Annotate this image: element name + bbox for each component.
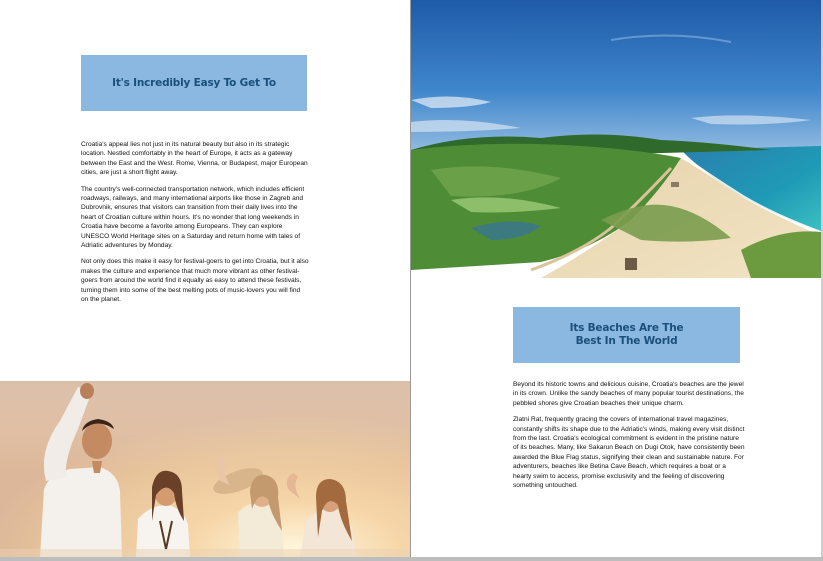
festival-friends-photo — [0, 381, 410, 557]
coastline-beach-photo — [411, 0, 821, 278]
left-paragraph: The country's well-connected transportation network, which includes efficient roadways, railways, and many international airports like those in Zagreb and Dubrovnik, ensures that visitors can transition from their daily lives into the heart of Croatian culture within hours. It's no wonder that long weekends in Croatia have become a favorite among Europeans. They can explore UNESCO World Heritage sites on a Saturday and return home with tales of Adriatic adventures by Monday. — [81, 185, 305, 250]
left-paragraph: Not only does this make it easy for festival-goers to get into Croatia, but it also makes the culture and experience that much more vibrant as other festival-goers from around the world find it equally as easy to attend these festivals, turning them into some of the best melting pots of music-lovers you will find on the planet. — [81, 258, 309, 304]
right-paragraph: Zlatni Rat, frequently gracing the covers of international travel magazines, constantly shifts its shape due to the Adriatic's winds, making every visit distinct from the last. Croatia's ecological commitment is evident in the pristine nature of its beaches. Many, like Sakarun Beach on Dugi Otok, have consistently been awarded the Blue Flag status, signifying their clean and sustainable nature. For adventurers, beaches like Betina Cave Beach, which requires a boat or a hearty swim to access, promise exclusivity and the feeling of discovering something untouched. — [513, 416, 745, 490]
heading-easy-to-get-to: It's Incredibly Easy To Get To — [112, 76, 276, 89]
left-page — [0, 0, 410, 557]
left-body-text — [81, 140, 309, 312]
heading-box-easy-to-get-to — [81, 55, 307, 111]
right-body-text — [513, 380, 745, 497]
heading-beaches: Its Beaches Are The Best In The World — [569, 322, 684, 347]
right-page — [411, 0, 821, 557]
left-paragraph: Croatia's appeal lies not just in its natural beauty but also in its strategic location. Nestled comfortably in the heart of Europe, it acts as a gateway between the East and the West. Rome, Vienna, or Budapest, major European cities, are just a short flight away. — [81, 141, 308, 177]
right-paragraph: Beyond its historic towns and delicious cuisine, Croatia's beaches are the jewel in its crown. Unlike the sandy beaches of many popular tourist destinations, the pebbled shores give Croatian beaches their unique charm. — [513, 381, 744, 407]
heading-box-beaches — [513, 307, 740, 363]
page-bottom-edge — [0, 557, 823, 561]
